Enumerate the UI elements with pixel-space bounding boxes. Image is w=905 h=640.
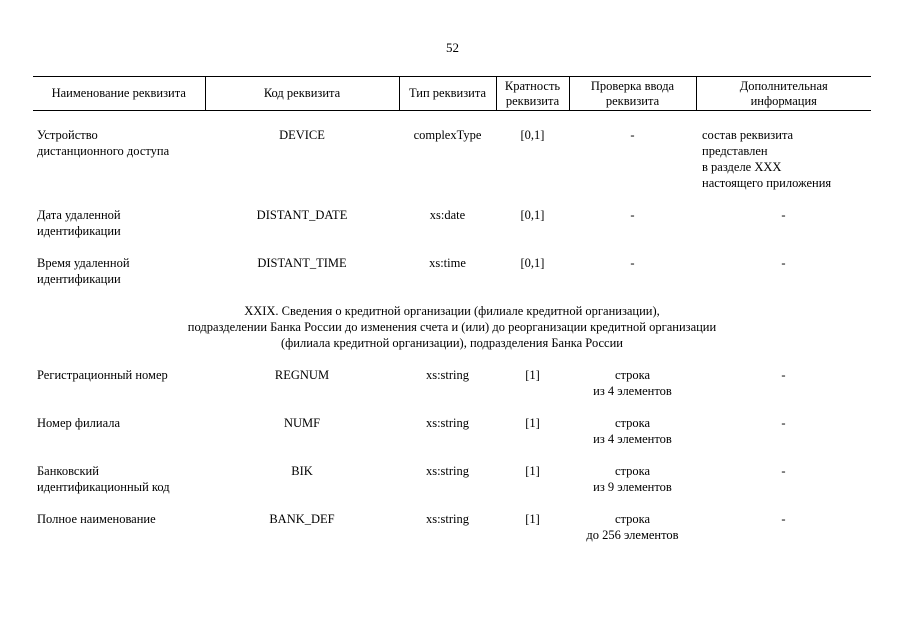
requisite-name-line: идентификации bbox=[37, 272, 121, 286]
requisite-code: DISTANT_DATE bbox=[256, 208, 348, 222]
requisite-additional-info-line: настоящего приложения bbox=[702, 176, 832, 190]
requisite-code: DISTANT_TIME bbox=[257, 256, 347, 270]
table-row bbox=[33, 511, 871, 543]
requisite-multiplicity: [1] bbox=[525, 512, 540, 526]
requisite-additional-info bbox=[696, 463, 871, 495]
requisite-additional-info bbox=[696, 127, 871, 191]
table-row bbox=[33, 207, 871, 239]
requisite-multiplicity: [0,1] bbox=[520, 256, 545, 270]
requisite-additional-info-line: - bbox=[781, 464, 786, 478]
requisite-input-check-line: из 4 элементов bbox=[593, 384, 672, 398]
requisite-name bbox=[33, 127, 205, 191]
requisite-additional-info bbox=[696, 255, 871, 287]
section-title bbox=[33, 303, 871, 351]
table-row bbox=[33, 255, 871, 287]
header-additional-info bbox=[696, 77, 871, 111]
requisite-multiplicity: [1] bbox=[525, 368, 540, 382]
requisite-name-line: Номер филиала bbox=[37, 416, 121, 430]
requisite-additional-info-line: - bbox=[781, 512, 786, 526]
row-spacer-cell bbox=[33, 191, 871, 207]
requisite-input-check-line: строка bbox=[614, 368, 651, 382]
row-spacer-cell bbox=[33, 447, 871, 463]
requisite-name-line: Полное наименование bbox=[37, 512, 156, 526]
requisite-name-line: идентификационный код bbox=[37, 480, 170, 494]
requisite-multiplicity: [0,1] bbox=[520, 208, 545, 222]
table-row bbox=[33, 463, 871, 495]
requisite-input-check bbox=[569, 367, 696, 399]
table-row bbox=[33, 127, 871, 191]
requisite-multiplicity: [1] bbox=[525, 464, 540, 478]
requisite-code: BIK bbox=[291, 464, 313, 478]
row-spacer bbox=[33, 239, 871, 255]
requisite-input-check bbox=[569, 255, 696, 287]
requisite-input-check bbox=[569, 127, 696, 191]
requisite-name-line: Устройство bbox=[37, 128, 98, 142]
requisite-additional-info-line: - bbox=[781, 256, 786, 270]
header-name: Наименование реквизита bbox=[33, 77, 205, 111]
requisite-name bbox=[33, 415, 205, 447]
requisite-code: NUMF bbox=[283, 416, 321, 430]
requisite-code: BANK_DEF bbox=[269, 512, 335, 526]
section-title-row bbox=[33, 303, 871, 351]
requisite-name bbox=[33, 255, 205, 287]
header-additional-info-line-2: информация bbox=[750, 93, 817, 108]
section-title-line: (филиала кредитной организации), подразделения Банка России bbox=[281, 336, 623, 350]
requisite-multiplicity: [0,1] bbox=[520, 128, 545, 142]
row-spacer bbox=[33, 399, 871, 415]
requisite-additional-info bbox=[696, 415, 871, 447]
requisite-name-line: Дата удаленной bbox=[37, 208, 121, 222]
page-number: 52 bbox=[446, 40, 459, 55]
row-spacer-cell bbox=[33, 239, 871, 255]
requisite-additional-info-line: представлен bbox=[702, 144, 768, 158]
row-spacer bbox=[33, 351, 871, 367]
requisite-name-line: Время удаленной bbox=[37, 256, 130, 270]
row-spacer-cell bbox=[33, 495, 871, 511]
header-code: Код реквизита bbox=[205, 77, 399, 111]
requisite-type: xs:string bbox=[425, 416, 470, 430]
section-title-line: подразделении Банка России до изменения счета и (или) до реорганизации кредитной организации bbox=[187, 320, 717, 334]
requisite-input-check-line: строка bbox=[614, 416, 651, 430]
requisite-additional-info-line: - bbox=[781, 416, 786, 430]
row-spacer-cell bbox=[33, 287, 871, 303]
requisite-input-check bbox=[569, 463, 696, 495]
section-title-line: XXIX. Сведения о кредитной организации (филиале кредитной организации), bbox=[244, 304, 660, 318]
requisite-type: complexType bbox=[413, 128, 482, 142]
requisite-name-line: Банковский bbox=[37, 464, 99, 478]
requisite-input-check bbox=[569, 207, 696, 239]
requisites-table bbox=[33, 76, 871, 543]
table-body bbox=[33, 111, 871, 544]
requisite-name-line: Регистрационный номер bbox=[37, 368, 168, 382]
requisite-name-line: дистанционного доступа bbox=[37, 144, 170, 158]
requisite-additional-info-line: состав реквизита bbox=[702, 128, 794, 142]
requisite-input-check-line: - bbox=[630, 256, 635, 270]
row-spacer-cell bbox=[33, 399, 871, 415]
table-row bbox=[33, 367, 871, 399]
row-spacer bbox=[33, 447, 871, 463]
header-additional-info-line-1: Дополнительная bbox=[739, 78, 828, 93]
requisite-type: xs:string bbox=[425, 512, 470, 526]
row-spacer-cell bbox=[33, 111, 871, 128]
requisite-type: xs:string bbox=[425, 464, 470, 478]
requisite-additional-info-line: - bbox=[781, 208, 786, 222]
requisite-additional-info-line: в разделе XXX bbox=[702, 160, 782, 174]
requisite-name bbox=[33, 367, 205, 399]
requisite-name bbox=[33, 207, 205, 239]
header-multiplicity-line-1: Кратность bbox=[504, 78, 561, 93]
requisite-type: xs:string bbox=[425, 368, 470, 382]
requisite-additional-info bbox=[696, 207, 871, 239]
requisite-type: xs:date bbox=[429, 208, 466, 222]
header-multiplicity bbox=[496, 77, 569, 111]
requisite-input-check-line: - bbox=[630, 128, 635, 142]
requisite-type: xs:time bbox=[429, 256, 466, 270]
requisite-name bbox=[33, 511, 205, 543]
requisite-input-check-line: - bbox=[630, 208, 635, 222]
requisite-input-check-line: до 256 элементов bbox=[586, 528, 679, 542]
requisite-input-check-line: строка bbox=[614, 464, 651, 478]
header-input-check bbox=[569, 77, 696, 111]
requisite-input-check-line: строка bbox=[614, 512, 651, 526]
row-spacer bbox=[33, 111, 871, 128]
header-input-check-line-1: Проверка ввода bbox=[590, 78, 675, 93]
requisite-input-check-line: из 9 элементов bbox=[593, 480, 672, 494]
row-spacer bbox=[33, 495, 871, 511]
row-spacer bbox=[33, 191, 871, 207]
row-spacer bbox=[33, 287, 871, 303]
requisite-additional-info bbox=[696, 511, 871, 543]
requisite-input-check bbox=[569, 511, 696, 543]
header-multiplicity-line-2: реквизита bbox=[505, 93, 560, 108]
requisite-multiplicity: [1] bbox=[525, 416, 540, 430]
requisite-input-check-line: из 4 элементов bbox=[593, 432, 672, 446]
header-type: Тип реквизита bbox=[399, 77, 496, 111]
row-spacer-cell bbox=[33, 351, 871, 367]
table-header-row bbox=[33, 77, 871, 111]
header-input-check-line-2: реквизита bbox=[605, 93, 660, 108]
requisite-name-line: идентификации bbox=[37, 224, 121, 238]
requisite-additional-info-line: - bbox=[781, 368, 786, 382]
requisite-name bbox=[33, 463, 205, 495]
requisite-input-check bbox=[569, 415, 696, 447]
requisite-code: DEVICE bbox=[279, 128, 325, 142]
table-row bbox=[33, 415, 871, 447]
requisite-code: REGNUM bbox=[274, 368, 330, 382]
requisite-additional-info bbox=[696, 367, 871, 399]
